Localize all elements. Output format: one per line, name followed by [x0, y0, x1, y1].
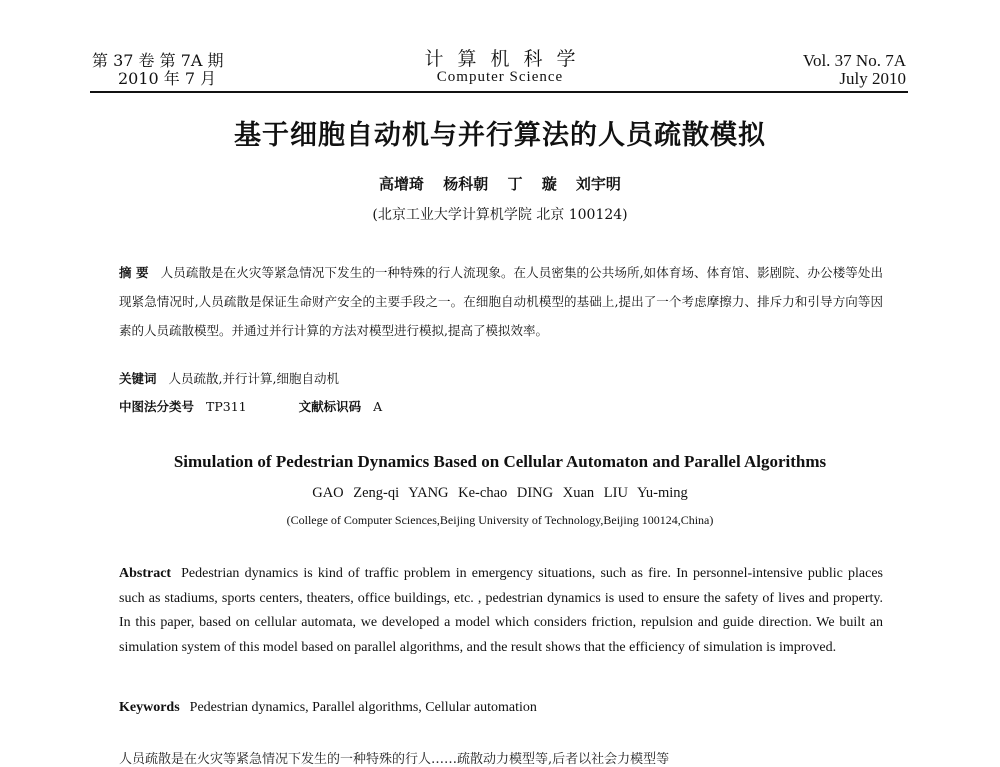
volume-issue-cn: 第 37 卷 第 7A 期	[92, 51, 224, 70]
body-text-cut-line	[119, 748, 883, 767]
keywords-cn	[119, 369, 339, 387]
keywords-en-text: Pedestrian dynamics, Parallel algorithms, Cellular automation	[189, 700, 537, 715]
body-text-fragment: 人员疏散是在火灾等紧急情况下发生的一种特殊的行人……疏散动力模型等,后者以社会力模型等	[119, 752, 670, 767]
abstract-cn-label: 摘 要	[119, 265, 149, 280]
journal-volume-issue-en	[803, 52, 906, 88]
authors-en: GAO Zeng-qi YANG Ke-chao DING Xuan LIU Yu-ming	[312, 485, 688, 501]
journal-volume-issue	[92, 52, 224, 88]
doc-code: A	[373, 399, 383, 414]
classification-code: TP311	[206, 399, 247, 414]
doc-code-label: 文献标识码	[298, 399, 362, 414]
volume-issue-en: Vol. 37 No. 7A	[802, 51, 906, 70]
affiliation-en: (College of Computer Sciences,Beijing University of Technology,Beijing 100124,China)	[286, 513, 714, 527]
keywords-cn-label: 关键词	[119, 371, 157, 386]
date-cn: 2010 年 7 月	[118, 69, 217, 88]
header-rule	[90, 91, 908, 93]
classification-line	[119, 397, 382, 415]
paper-title-en: Simulation of Pedestrian Dynamics Based on Cellular Automaton and Parallel Algorithms	[173, 452, 827, 471]
keywords-cn-text: 人员疏散,并行计算,细胞自动机	[168, 371, 339, 386]
abstract-cn-text: 人员疏散是在火灾等紧急情况下发生的一种特殊的行人流现象。在人员密集的公共场所,如体育场、体育馆、影剧院、办公楼等处出现紧急情况时,人员疏散是保证生命财产安全的主要手段之一。在细胞自动机模型的基础上,提出了一个考虑摩擦力、排斥力和引导方向等因素的人员疏散模型。并通过并行计算的方法对模型进行模拟,提高了模拟效率。	[119, 265, 883, 338]
keywords-en-label: Keywords	[119, 700, 180, 715]
keywords-en	[119, 700, 537, 716]
journal-name-cn: 计算机科学	[424, 48, 590, 70]
affiliation-cn: (北京工业大学计算机学院 北京 100124)	[372, 207, 628, 223]
abstract-cn	[119, 258, 883, 345]
abstract-en	[119, 562, 883, 660]
classification-label: 中图法分类号	[119, 399, 195, 414]
authors-cn: 高增琦 杨科朝 丁 璇 刘宇明	[379, 175, 621, 193]
abstract-en-label: Abstract	[119, 566, 172, 581]
date-en: July 2010	[839, 69, 906, 88]
journal-name	[380, 50, 620, 86]
paper-title-cn: 基于细胞自动机与并行算法的人员疏散模拟	[234, 120, 766, 151]
journal-name-en: Computer Science	[436, 69, 564, 85]
abstract-en-text: Pedestrian dynamics is kind of traffic problem in emergency situations, such as fire. In personnel-intensive public places such as stadiums, sports centers, theaters, office buildings, etc. , pedestrian dynamics is used to ensure the safety of lives and property. In this paper, based on cellular automata, we developed a model which considers friction, repulsion and guide direction. We built an simulation system of this model based on parallel algorithms, and the result shows that the efficiency of simulation is improved.	[119, 566, 883, 655]
